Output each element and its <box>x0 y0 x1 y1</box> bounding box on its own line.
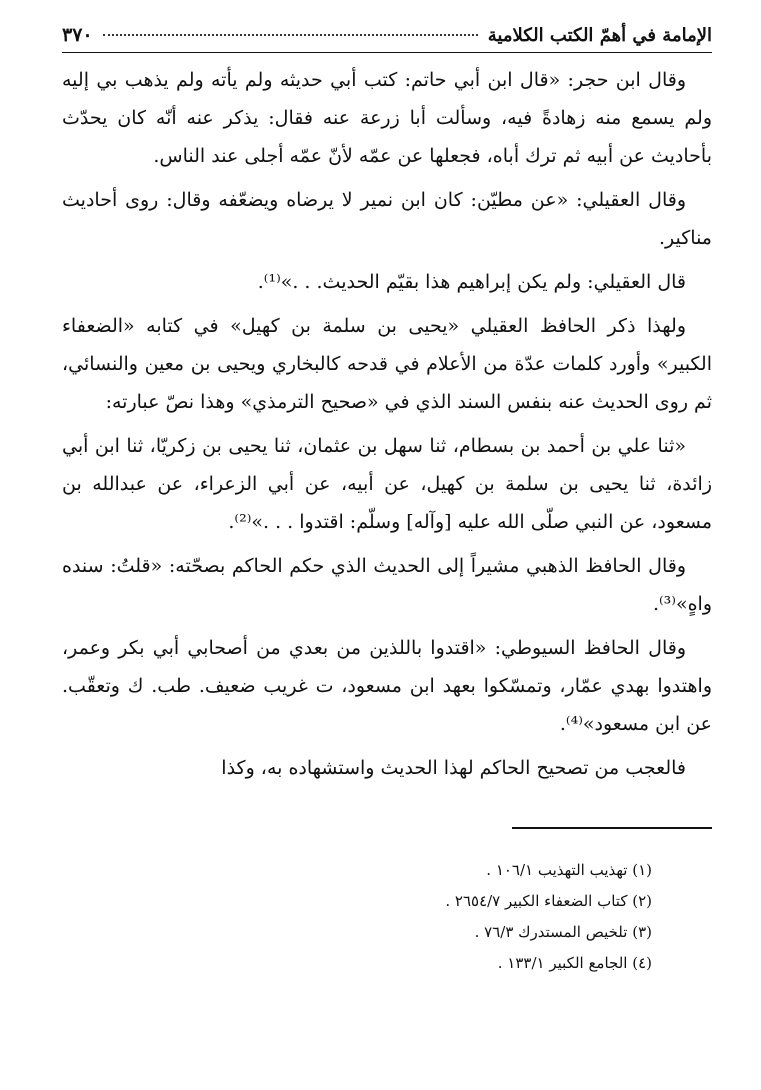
book-page <box>62 24 712 1064</box>
paragraph-dhahabi: وقال الحافظ الذهبي مشيراً إلى الحديث الذي حكم الحاكم بصحّته: «قلتُ: سنده واهٍ»⁽³⁾. <box>62 555 712 615</box>
main-text <box>62 61 712 787</box>
paragraph-ibn-hajar: وقال ابن حجر: «قال ابن أبي حاتم: كتب أبي حديثه ولم يأته ولم يذهب بي إليه ولم يسمع منه زهادةً فيه، وسألت أبا زرعة عنه فقال: يذكر عنه أنّه كان يحدّث بأحاديث عن أبيه ثم ترك أباه، فجعلها عن عمّه لأنّ عمّه أجلى عند الناس. <box>62 69 712 167</box>
footnotes <box>62 855 652 979</box>
paragraph-isnad-quote: «ثنا علي بن أحمد بن بسطام، ثنا سهل بن عثمان، ثنا يحيى بن زكريّا، ثنا ابن أبي زائدة، ثنا يحيى بن سلمة بن كهيل، عن أبيه، عن أبي الزعراء، عن عبدالله بن مسعود، عن النبي صلّى الله عليه [وآله] وسلّم: اقتدوا . . .»⁽²⁾. <box>62 435 712 533</box>
paragraph-conclusion: فالعجب من تصحيح الحاكم لهذا الحديث واستشهاده به، وكذا <box>221 757 686 779</box>
footnote-item: (٢) كتاب الضعفاء الكبير ٢٦٥٤/٧ . <box>445 892 652 910</box>
footnote-item: (٣) تلخيص المستدرك ٧٦/٣ . <box>474 923 652 941</box>
paragraph-uqayli-mutayyan: وقال العقيلي: «عن مطيّن: كان ابن نمير لا يرضاه ويضعّفه وقال: روى أحاديث مناكير. <box>62 189 712 249</box>
page-number: ٣٧٠ <box>62 24 93 46</box>
dot-leader <box>103 34 478 36</box>
footnote-separator <box>512 827 712 829</box>
paragraph-duafa-kabir: ولهذا ذكر الحافظ العقيلي «يحيى بن سلمة بن كهيل» في كتابه «الضعفاء الكبير» وأورد كلمات عدّة من الأعلام في قدحه كالبخاري ويحيى بن معين والنسائي، ثم روى الحديث عنه بنفس السند الذي في «صحيح الترمذي» وهذا نصّ عبارته: <box>62 315 712 413</box>
footnote-item: (١) تهذيب التهذيب ١٠٦/١ . <box>486 861 652 879</box>
paragraph-suyuti: وقال الحافظ السيوطي: «اقتدوا باللذين من بعدي من أصحابي أبي بكر وعمر، واهتدوا بهدي عمّار، وتمسّكوا بعهد ابن مسعود، ت غريب ضعيف. طب. ك وتعقّب. عن ابن مسعود»⁽⁴⁾. <box>62 637 712 735</box>
paragraph-uqayli-ibrahim: قال العقيلي: ولم يكن إبراهيم هذا بقيّم الحديث. . .»⁽¹⁾. <box>257 271 686 293</box>
footnote-item: (٤) الجامع الكبير ١٣٣/١ . <box>497 954 652 972</box>
running-header <box>62 24 712 53</box>
running-title: الإمامة في أهمّ الكتب الكلامية <box>487 25 712 46</box>
